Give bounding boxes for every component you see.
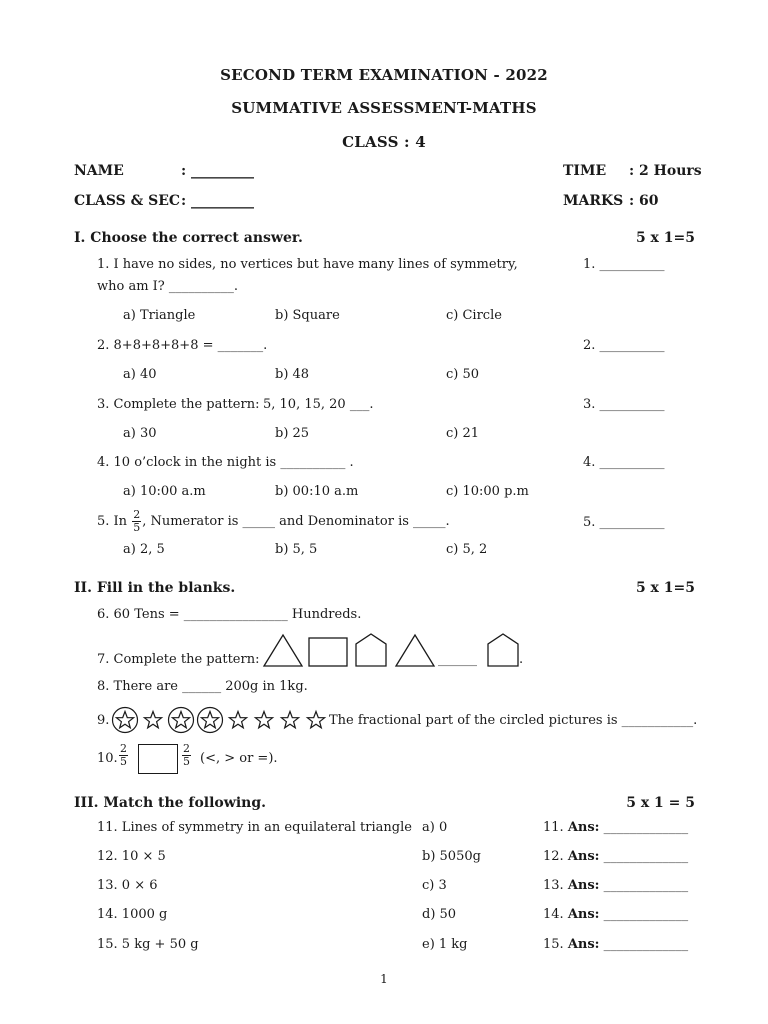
star-icon	[229, 712, 246, 728]
section-2-heading: II. Fill in the blanks.	[74, 580, 236, 596]
section-1-heading: I. Choose the correct answer.	[74, 230, 303, 246]
match-question: 14. 1000 g	[97, 907, 168, 922]
section-1-marks: 5 x 1=5	[635, 230, 695, 246]
q2-option-a: a) 40	[123, 367, 157, 382]
q3-pattern: 5, 10, 15, 20 ___.	[263, 397, 374, 412]
q10-denominator-2: 5	[183, 755, 190, 768]
match-answer: 12. Ans: _____________	[543, 849, 689, 864]
pentagon-shape	[488, 634, 518, 666]
match-answer: 14. Ans: _____________	[543, 907, 689, 922]
match-question: 15. 5 kg + 50 g	[97, 937, 199, 952]
class-sec-label: CLASS & SEC	[74, 193, 181, 209]
circled-star-icon	[113, 708, 138, 733]
q3-text: 3. Complete the pattern:	[97, 397, 260, 412]
q2-option-c: c) 50	[446, 367, 480, 382]
q7-end: .	[519, 652, 524, 667]
marks-label: MARKS	[563, 193, 624, 209]
circled-star-icon	[169, 708, 194, 733]
q7-blank: ______	[438, 652, 477, 667]
match-answer: 11. Ans: _____________	[543, 820, 689, 835]
q9-text: The fractional part of the circled pictures is ___________.	[329, 713, 698, 728]
marks-value: : 60	[629, 193, 659, 209]
q2-answer-blank: 2. __________	[583, 338, 665, 353]
q8-text: 8. There are ______ 200g in 1kg.	[97, 679, 308, 694]
q10-fraction-left	[118, 743, 129, 768]
star-icon	[255, 712, 272, 728]
section-3-marks: 5 x 1 = 5	[626, 795, 695, 811]
q10-denominator-1: 5	[120, 755, 127, 768]
time-value: : 2 Hours	[629, 163, 702, 179]
q5-fraction	[132, 509, 141, 534]
q9-stars	[110, 706, 328, 734]
q3-option-c: c) 21	[446, 426, 480, 441]
q2-text: 2. 8+8+8+8+8 = _______.	[97, 338, 268, 353]
q6-text: 6. 60 Tens = ________________ Hundreds.	[97, 607, 362, 622]
q1-option-c: c) Circle	[446, 308, 502, 323]
star-icon	[144, 712, 161, 728]
q10-prefix: 10.	[97, 751, 118, 766]
star-icon	[307, 712, 324, 728]
q5-prefix: 5. In	[97, 514, 128, 529]
q1-answer-blank: 1. __________	[583, 257, 665, 272]
triangle-shape	[396, 635, 434, 666]
match-option: d) 50	[422, 907, 457, 922]
q4-option-a: a) 10:00 a.m	[123, 484, 206, 499]
match-question: 13. 0 × 6	[97, 878, 158, 893]
class-sec-field: : _________	[181, 193, 255, 209]
match-answer: 15. Ans: _____________	[543, 937, 689, 952]
page-number: 1	[380, 972, 388, 986]
name-label: NAME	[74, 163, 124, 179]
q1-option-a: a) Triangle	[123, 308, 196, 323]
match-option: e) 1 kg	[422, 937, 468, 952]
q5-text	[97, 509, 450, 534]
time-label: TIME	[563, 163, 607, 179]
match-option: b) 5050g	[422, 849, 481, 864]
q10-numerator-1: 2	[120, 742, 127, 755]
q1-text-2: who am I? __________.	[97, 279, 239, 294]
q10-compare-box[interactable]	[138, 744, 178, 774]
q1-option-b: b) Square	[275, 308, 340, 323]
q5-denominator: 5	[133, 521, 141, 534]
class-heading: CLASS : 4	[342, 133, 426, 151]
section-2-marks: 5 x 1=5	[635, 580, 695, 596]
circled-star-icon	[198, 708, 223, 733]
match-option: a) 0	[422, 820, 448, 835]
q3-option-a: a) 30	[123, 426, 157, 441]
q4-text: 4. 10 o’clock in the night is __________ .	[97, 455, 354, 470]
match-answer: 13. Ans: _____________	[543, 878, 689, 893]
square-shape	[309, 638, 347, 666]
q5-option-c: c) 5, 2	[446, 542, 488, 557]
q3-option-b: b) 25	[275, 426, 310, 441]
q4-answer-blank: 4. __________	[583, 455, 665, 470]
q1-text: 1. I have no sides, no vertices but have many lines of symmetry,	[97, 257, 518, 272]
q2-option-b: b) 48	[275, 367, 310, 382]
match-question: 11. Lines of symmetry in an equilateral triangle	[97, 820, 412, 835]
q10-numerator-2: 2	[183, 742, 190, 755]
q10-fraction-right	[181, 743, 192, 768]
q5-answer-blank: 5. __________	[583, 515, 665, 530]
pentagon-shape	[356, 634, 386, 666]
q5-question: , Numerator is _____ and Denominator is _____.	[142, 514, 450, 529]
q4-option-b: b) 00:10 a.m	[275, 484, 359, 499]
q5-numerator: 2	[133, 508, 141, 521]
q3-answer-blank: 3. __________	[583, 397, 665, 412]
match-question: 12. 10 × 5	[97, 849, 166, 864]
q4-option-c: c) 10:00 p.m	[446, 484, 529, 499]
q7-text: 7. Complete the pattern:	[97, 652, 260, 667]
exam-subtitle: SUMMATIVE ASSESSMENT-MATHS	[231, 99, 537, 117]
q9-star-row	[110, 706, 328, 734]
q10-text: (<, > or =).	[200, 751, 278, 766]
match-option: c) 3	[422, 878, 447, 893]
section-3-heading: III. Match the following.	[74, 795, 266, 811]
q5-option-b: b) 5, 5	[275, 542, 318, 557]
q7-shape-pattern	[262, 632, 524, 668]
exam-title: SECOND TERM EXAMINATION - 2022	[220, 66, 548, 84]
name-field: : _________	[181, 163, 255, 179]
q5-option-a: a) 2, 5	[123, 542, 165, 557]
star-icon	[281, 712, 298, 728]
triangle-shape	[264, 635, 302, 666]
q9-prefix: 9.	[97, 713, 110, 728]
